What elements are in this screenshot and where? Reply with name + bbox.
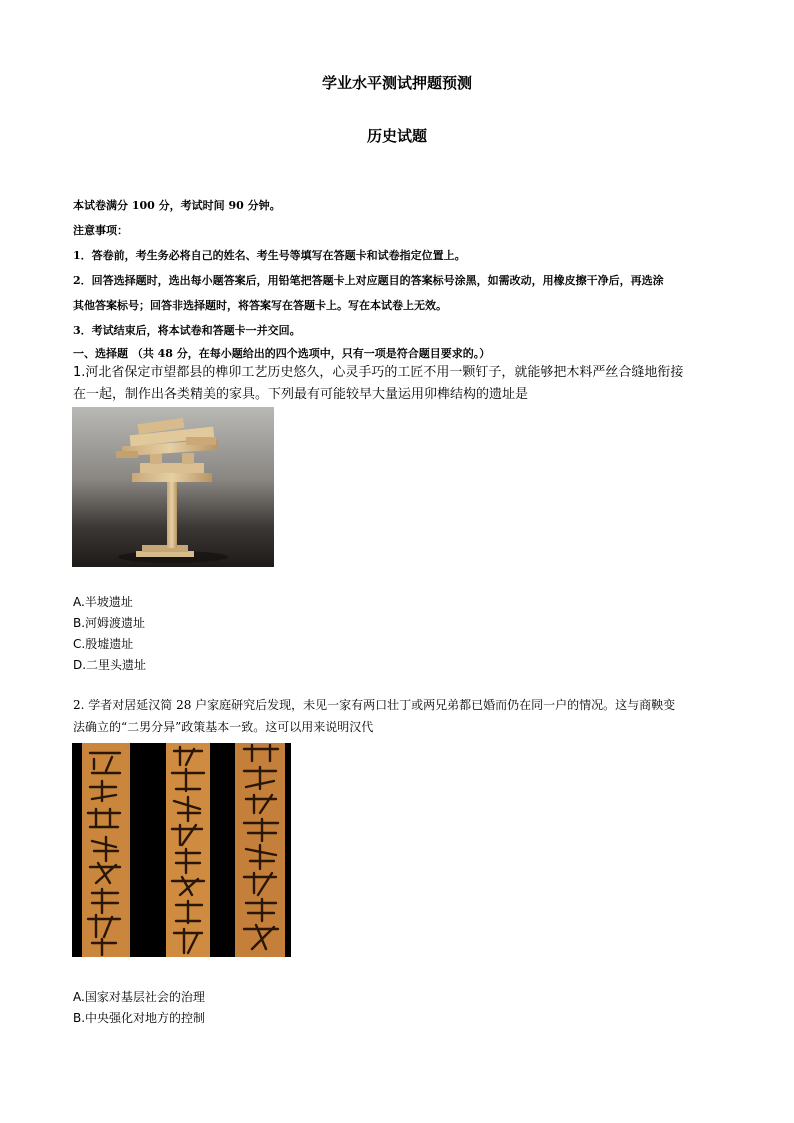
exam-info: 本试卷满分 100 分，考试时间 90 分钟。: [73, 199, 281, 212]
notice-item-3: 3．考试结束后，将本试卷和答题卡一并交回。: [73, 324, 301, 337]
mortise-tenon-photo: [72, 407, 274, 567]
mortise-tenon-photo-art: [72, 407, 274, 567]
notice-item-2-line-2: 其他答案标号；回答非选择题时，将答案写在答题卡上。写在本试卷上无效。: [73, 299, 447, 312]
question-1-option-a: A.半坡遗址: [73, 595, 133, 609]
question-1-option-b: B.河姆渡遗址: [73, 616, 146, 630]
question-2-option-b: B.中央强化对地方的控制: [73, 1011, 206, 1025]
section-heading: 一、选择题 （共 48 分，在每小题给出的四个选项中，只有一项是符合题目要求的。）: [73, 347, 491, 360]
notice-title: 注意事项：: [73, 224, 128, 237]
question-1-stem-line-2: 在一起，制作出各类精美的家具。下列最有可能较早大量运用卯榫结构的遗址是: [73, 387, 529, 402]
question-2-stem-line-2: 法确立的“二男分异”政策基本一致。这可以用来说明汉代: [73, 720, 374, 734]
question-1-stem-line-1: 1.河北省保定市望都县的榫卯工艺历史悠久，心灵手巧的工匠不用一颗钉子，就能够把木料严丝合缝地衔接: [73, 365, 684, 380]
question-1-stem: [73, 362, 733, 406]
exam-title: 学业水平测试押题预测: [321, 74, 472, 92]
exam-subtitle: 历史试题: [366, 127, 427, 145]
question-2-option-a: A.国家对基层社会的治理: [73, 990, 205, 1004]
notice-item-2-line-1: 2．回答选择题时，选出每小题答案后，用铅笔把答题卡上对应题目的答案标号涂黑，如需改动，用橡皮擦干净后，再选涂: [73, 274, 664, 287]
bamboo-slips-photo: [72, 743, 291, 957]
question-1-option-c: C.殷墟遗址: [73, 637, 134, 651]
notice-item-1: 1．答卷前，考生务必将自己的姓名、考生号等填写在答题卡和试卷指定位置上。: [73, 249, 466, 262]
question-2-stem-line-1: 2. 学者对居延汉简 28 户家庭研究后发现，未见一家有两口壮丁或两兄弟都已婚而仍在同一户的情况。这与商鞅变: [73, 698, 676, 712]
question-2-stem: [73, 694, 733, 738]
question-1-option-d: D.二里头遗址: [73, 658, 147, 672]
bamboo-slips-photo-art: [72, 743, 291, 957]
